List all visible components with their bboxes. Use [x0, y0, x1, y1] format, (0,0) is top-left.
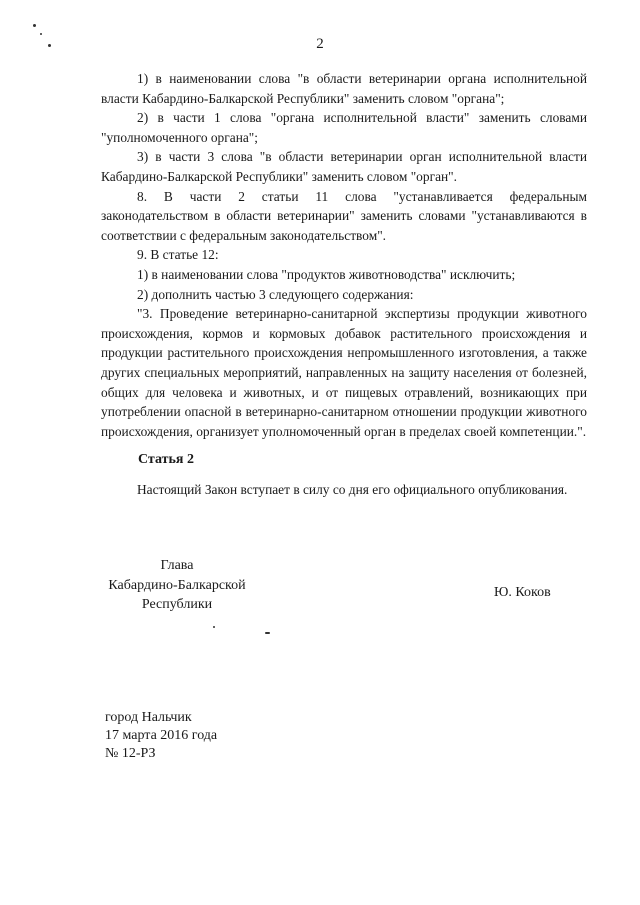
paragraph: 2) в части 1 слова "органа исполнительной власти" заменить словами "уполномоченного органа"; — [101, 110, 587, 145]
signatory-title — [102, 556, 252, 615]
signatory-name: Ю. Коков — [494, 585, 551, 600]
law-number: № 12-РЗ — [105, 746, 156, 761]
paragraph: 2) дополнить частью 3 следующего содержания: — [137, 286, 414, 302]
scan-speck — [40, 33, 42, 35]
paragraph: 9. В статье 12: — [137, 247, 219, 263]
paragraph: "3. Проведение ветеринарно-санитарной экспертизы продукции животного происхождения, кормов и кормовых добавок растительного происхождения и продукции растительного происхождения непромышленного изготовления, а также других специальных мероприятий, направленных на защиту населения от болезней, общих для человека и животных, и от пищевых отравлений, возникающих при употреблении опасной в ветеринарно-санитарном отношении продукции животного происхождения, организует уполномоченный орган в пределах своей компетенции.". — [101, 306, 587, 439]
scan-speck — [33, 24, 36, 27]
city: город Нальчик — [105, 710, 192, 725]
page-number: 2 — [316, 36, 324, 52]
paragraph: 1) в наименовании слова "продуктов животноводства" исключить; — [137, 266, 516, 282]
scan-speck — [213, 626, 215, 628]
paragraph: 3) в части 3 слова "в области ветеринарии орган исполнительной власти Кабардино-Балкарской Республики" заменить словом "орган". — [101, 149, 587, 184]
amendments-text — [101, 69, 587, 441]
signatory-title-line: Республики — [141, 597, 213, 612]
paragraph: Настоящий Закон вступает в силу со дня его официального опубликования. — [137, 482, 568, 497]
signatory-title-line: Глава — [160, 558, 194, 573]
article-text — [101, 480, 587, 500]
scan-speck — [265, 632, 270, 634]
place-date-block — [105, 709, 217, 763]
date: 17 марта 2016 года — [105, 728, 218, 743]
paragraph: 1) в наименовании слова "в области ветеринарии органа исполнительной власти Кабардино-Балкарской Республики" заменить словом "органа"; — [101, 71, 587, 106]
article-heading: Статья 2 — [138, 452, 194, 467]
paragraph: 8. В части 2 статьи 11 слова "устанавливается федеральным законодательством в области ветеринарии" заменить словами "устанавливаются в соответствии с федеральным законодательством". — [101, 188, 587, 243]
signatory-title-line: Кабардино-Балкарской — [108, 577, 246, 593]
